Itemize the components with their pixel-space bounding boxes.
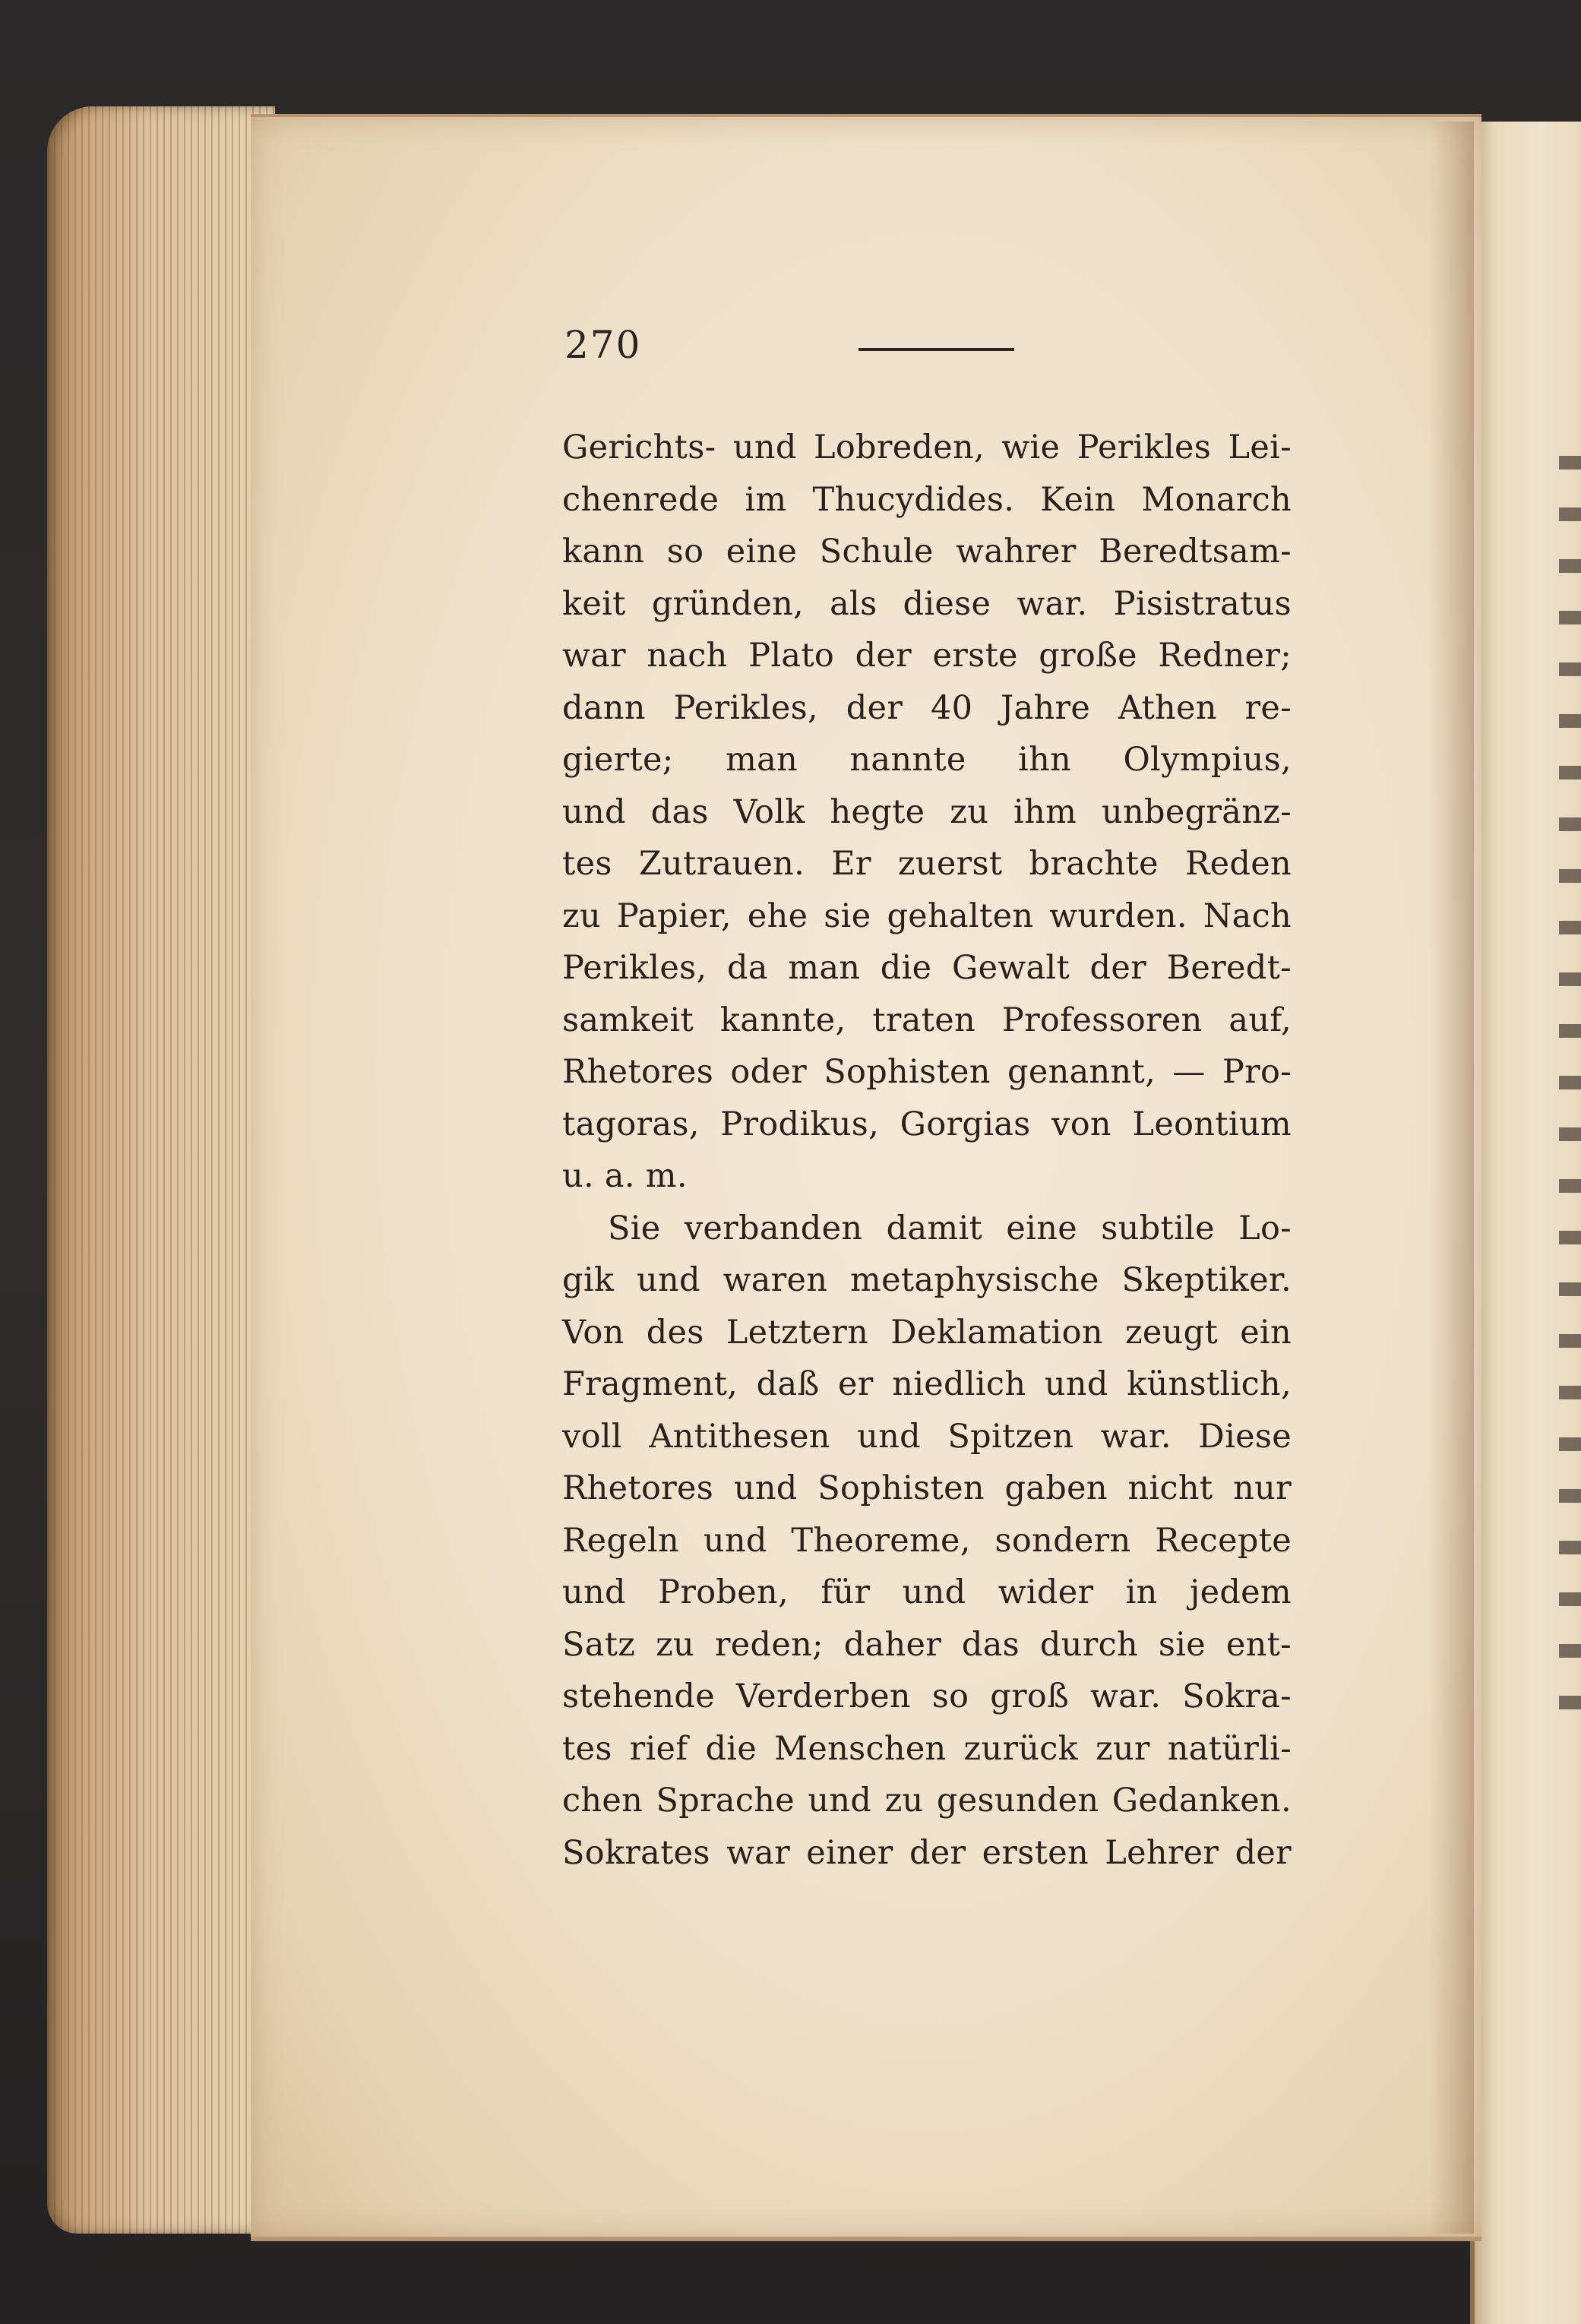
text-line: keit gründen, als diese war. Pisistratus: [562, 584, 1292, 623]
book-fore-edge: [47, 106, 275, 2234]
header-rule: [858, 348, 1014, 351]
gutter-shadow: [1428, 122, 1474, 2234]
text-line: Gerichts- und Lobreden, wie Perikles Lei-: [562, 428, 1292, 466]
text-line: voll Antithesen und Spitzen war. Diese: [562, 1417, 1292, 1456]
text-line: tagoras, Prodikus, Gorgias von Leontium: [562, 1105, 1292, 1143]
adjacent-page-text-fragment: [1559, 425, 1581, 1717]
text-line: u. a. m.: [562, 1157, 688, 1195]
text-line: Regeln und Theoreme, sondern Recepte: [562, 1521, 1292, 1560]
page-number: 270: [564, 323, 642, 367]
text-line: samkeit kannte, traten Professoren auf,: [562, 1001, 1292, 1039]
text-line: Rhetores oder Sophisten genannt, — Pro-: [562, 1053, 1292, 1091]
text-line: chen Sprache und zu gesunden Gedanken.: [562, 1782, 1292, 1820]
text-line: tes rief die Menschen zurück zur natürli-: [562, 1729, 1292, 1768]
text-line: und das Volk hegte zu ihm unbegränz-: [562, 792, 1292, 831]
body-text: [562, 422, 1292, 1879]
text-line: Sie verbanden damit eine subtile Lo-: [608, 1209, 1292, 1247]
text-line: Satz zu reden; daher das durch sie ent-: [562, 1625, 1292, 1664]
text-line: Rhetores und Sophisten gaben nicht nur: [562, 1469, 1292, 1507]
text-line: Von des Letztern Deklamation zeugt ein: [562, 1313, 1292, 1352]
text-line: war nach Plato der erste große Redner;: [562, 637, 1292, 675]
text-line: zu Papier, ehe sie gehalten wurden. Nach: [562, 896, 1292, 935]
text-line: Sokrates war einer der ersten Lehrer der: [562, 1833, 1292, 1872]
paragraph-2: [562, 1203, 1292, 1880]
text-line: stehende Verderben so groß war. Sokra-: [562, 1677, 1292, 1715]
text-line: chenrede im Thucydides. Kein Monarch: [562, 480, 1292, 519]
text-line: gik und waren metaphysische Skeptiker.: [562, 1261, 1292, 1299]
text-line: tes Zutrauen. Er zuerst brachte Reden: [562, 845, 1292, 883]
text-line: dann Perikles, der 40 Jahre Athen re-: [562, 688, 1292, 727]
text-line: und Proben, für und wider in jedem: [562, 1573, 1292, 1611]
text-line: kann so eine Schule wahrer Beredtsam-: [562, 533, 1292, 571]
text-line: Fragment, daß er niedlich und künstlich,: [562, 1365, 1292, 1403]
paragraph-1: [562, 422, 1292, 1203]
text-line: gierte; man nannte ihn Olympius,: [562, 741, 1292, 779]
text-line: Perikles, da man die Gewalt der Beredt-: [562, 949, 1292, 987]
